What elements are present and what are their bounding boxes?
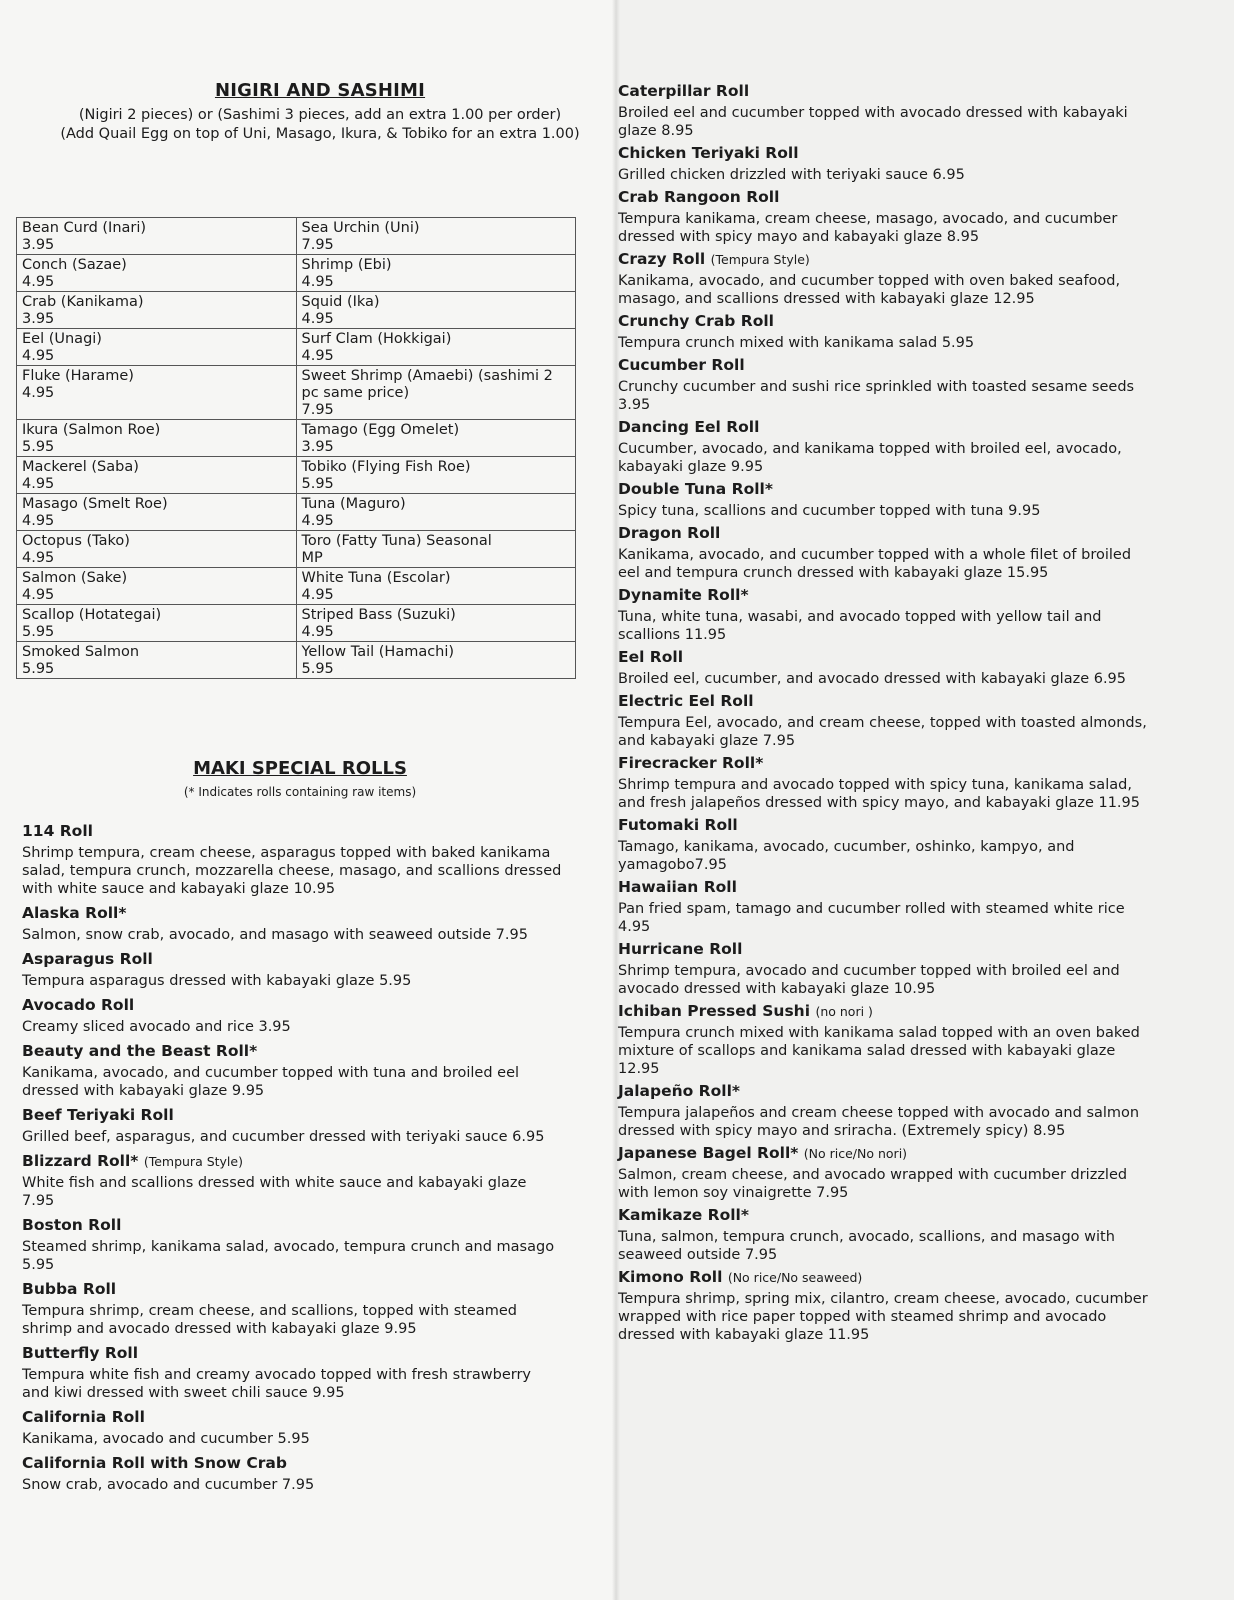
nigiri-table-row	[17, 457, 576, 494]
menu-item-title	[618, 250, 1153, 269]
nigiri-item-price: 4.95	[22, 587, 55, 603]
menu-item-description: Shrimp tempura and avocado topped with spicy tuna, kanikama salad, and fresh jalapeños dressed with spicy mayo, and kabayaki glaze 11.95	[618, 777, 1140, 811]
menu-item-description: Tempura crunch mixed with kanikama salad 5.95	[618, 335, 975, 351]
menu-item-title	[22, 1106, 562, 1125]
menu-item-title	[22, 1216, 562, 1235]
nigiri-item-name: Tuna (Maguro)	[301, 496, 406, 512]
menu-item-name: Eel Roll	[618, 648, 684, 666]
nigiri-item-price: 4.95	[301, 348, 334, 364]
nigiri-item	[296, 457, 576, 494]
menu-item-name: Japanese Bagel Roll*	[618, 1144, 799, 1162]
menu-item-description: Tuna, white tuna, wasabi, and avocado topped with yellow tail and scallions 11.95	[618, 609, 1102, 643]
nigiri-table-row	[17, 218, 576, 255]
menu-item-name: Hurricane Roll	[618, 940, 743, 958]
menu-item-name: Dynamite Roll*	[618, 586, 749, 604]
menu-item-description: Crunchy cucumber and sushi rice sprinkled with toasted sesame seeds 3.95	[618, 379, 1135, 413]
nigiri-item-name: White Tuna (Escolar)	[301, 570, 451, 586]
menu-item-title	[22, 1344, 562, 1363]
nigiri-table-row	[17, 531, 576, 568]
nigiri-item-name: Smoked Salmon	[22, 644, 140, 660]
nigiri-item	[17, 329, 297, 366]
menu-item-description: Kanikama, avocado, and cucumber topped with a whole filet of broiled eel and tempura crunch dressed with kabayaki glaze 15.95	[618, 547, 1132, 581]
menu-item	[618, 82, 1153, 140]
nigiri-item-name: Crab (Kanikama)	[22, 294, 144, 310]
menu-item-title	[22, 904, 562, 923]
nigiri-item-price: 4.95	[22, 348, 55, 364]
menu-item-description: Snow crab, avocado and cucumber 7.95	[22, 1477, 315, 1493]
menu-item	[618, 312, 1153, 352]
menu-item	[618, 1268, 1153, 1344]
nigiri-item-name: Toro (Fatty Tuna) Seasonal	[301, 533, 492, 549]
menu-item	[618, 878, 1153, 936]
nigiri-item-price: 5.95	[22, 624, 55, 640]
menu-item	[22, 950, 562, 990]
menu-item-description: Tempura jalapeños and cream cheese topped with avocado and salmon dressed with spicy mayo and sriracha. (Extremely spicy) 8.95	[618, 1105, 1140, 1139]
menu-item-title	[22, 822, 562, 841]
menu-item-title	[22, 1454, 562, 1473]
menu-item-description: Shrimp tempura, cream cheese, asparagus topped with baked kanikama salad, tempura crunch, mozzarella cheese, masago, and scallions dressed with white sauce and kabayaki glaze 10.95	[22, 845, 562, 897]
menu-item-title	[618, 418, 1153, 437]
nigiri-item-name: Conch (Sazae)	[22, 257, 127, 273]
menu-item	[618, 1002, 1153, 1078]
nigiri-item-price: 5.95	[301, 476, 334, 492]
menu-item	[618, 1206, 1153, 1264]
nigiri-item	[17, 218, 297, 255]
menu-item-name: Futomaki Roll	[618, 816, 738, 834]
menu-item-description: Creamy sliced avocado and rice 3.95	[22, 1019, 291, 1035]
nigiri-section-note	[40, 106, 600, 143]
menu-item-description: Cucumber, avocado, and kanikama topped with broiled eel, avocado, kabayaki glaze 9.95	[618, 441, 1122, 475]
menu-item	[618, 188, 1153, 246]
menu-item-title	[618, 356, 1153, 375]
nigiri-item-name: Sweet Shrimp (Amaebi) (sashimi 2 pc same price)	[301, 368, 553, 401]
nigiri-item-name: Bean Curd (Inari)	[22, 220, 147, 236]
menu-item-title	[618, 692, 1153, 711]
menu-item-name: California Roll	[22, 1408, 145, 1426]
nigiri-item	[17, 494, 297, 531]
nigiri-item-price: 4.95	[22, 513, 55, 529]
menu-item-name: Electric Eel Roll	[618, 692, 754, 710]
nigiri-item-price: 7.95	[301, 402, 334, 418]
menu-item-description: Broiled eel, cucumber, and avocado dressed with kabayaki glaze 6.95	[618, 671, 1127, 687]
menu-item-title	[618, 480, 1153, 499]
nigiri-item-price: 3.95	[301, 439, 334, 455]
menu-item-name: Crunchy Crab Roll	[618, 312, 774, 330]
menu-item-title	[618, 648, 1153, 667]
nigiri-item-price: MP	[301, 550, 323, 566]
nigiri-item	[17, 366, 297, 420]
menu-item	[22, 1042, 562, 1100]
menu-item-title	[618, 524, 1153, 543]
menu-item-title	[22, 1408, 562, 1427]
nigiri-item-name: Eel (Unagi)	[22, 331, 102, 347]
menu-item	[22, 822, 562, 898]
nigiri-item-name: Sea Urchin (Uni)	[301, 220, 420, 236]
menu-item-description: Grilled chicken drizzled with teriyaki sauce 6.95	[618, 167, 965, 183]
nigiri-table-row	[17, 642, 576, 679]
menu-item-title	[22, 996, 562, 1015]
menu-item	[22, 1454, 562, 1494]
menu-item-description: Kanikama, avocado, and cucumber topped with oven baked seafood, masago, and scallions dressed with kabayaki glaze 12.95	[618, 273, 1121, 307]
nigiri-item-name: Ikura (Salmon Roe)	[22, 422, 161, 438]
maki-list-left	[22, 822, 562, 1500]
menu-item	[618, 754, 1153, 812]
menu-item-description: Tamago, kanikama, avocado, cucumber, oshinko, kampyo, and yamagobo7.95	[618, 839, 1075, 873]
nigiri-item-name: Octopus (Tako)	[22, 533, 130, 549]
menu-item-name: Caterpillar Roll	[618, 82, 750, 100]
nigiri-item-price: 4.95	[301, 587, 334, 603]
menu-item-name: 114 Roll	[22, 822, 93, 840]
menu-item-name: Chicken Teriyaki Roll	[618, 144, 799, 162]
menu-item-name: Alaska Roll*	[22, 904, 127, 922]
nigiri-item-price: 4.95	[301, 274, 334, 290]
menu-item	[618, 1082, 1153, 1140]
menu-item-description: Steamed shrimp, kanikama salad, avocado, tempura crunch and masago 5.95	[22, 1239, 555, 1273]
menu-item	[22, 1216, 562, 1274]
menu-item-title	[618, 1002, 1153, 1021]
menu-item-note: (Tempura Style)	[710, 252, 810, 267]
nigiri-item	[296, 255, 576, 292]
nigiri-section-title: NIGIRI AND SASHIMI	[214, 80, 426, 101]
menu-item-note: (No rice/No seaweed)	[727, 1270, 863, 1285]
nigiri-item-price: 3.95	[22, 237, 55, 253]
nigiri-item-name: Shrimp (Ebi)	[301, 257, 392, 273]
menu-item	[22, 1280, 562, 1338]
menu-item-name: Double Tuna Roll*	[618, 480, 773, 498]
nigiri-item	[296, 531, 576, 568]
menu-item-name: Firecracker Roll*	[618, 754, 764, 772]
menu-item	[22, 1344, 562, 1402]
nigiri-item-name: Fluke (Harame)	[22, 368, 134, 384]
menu-item-title	[618, 1144, 1153, 1163]
nigiri-item-price: 4.95	[22, 476, 55, 492]
menu-item-description: Tempura kanikama, cream cheese, masago, avocado, and cucumber dressed with spicy mayo and kabayaki glaze 8.95	[618, 211, 1118, 245]
menu-item-description: Salmon, snow crab, avocado, and masago with seaweed outside 7.95	[22, 927, 528, 943]
menu-item	[22, 1152, 562, 1210]
nigiri-item-name: Striped Bass (Suzuki)	[301, 607, 456, 623]
nigiri-price-table	[16, 217, 576, 679]
menu-item-note: (no nori )	[815, 1004, 873, 1019]
nigiri-item-price: 4.95	[22, 274, 55, 290]
nigiri-item-price: 4.95	[22, 385, 55, 401]
menu-item-description: White fish and scallions dressed with white sauce and kabayaki glaze 7.95	[22, 1175, 527, 1209]
menu-item-title	[22, 1280, 562, 1299]
nigiri-item-price: 4.95	[301, 513, 334, 529]
nigiri-item-name: Tobiko (Flying Fish Roe)	[301, 459, 471, 475]
nigiri-item-price: 5.95	[22, 439, 55, 455]
menu-item-name: Cucumber Roll	[618, 356, 745, 374]
menu-item	[618, 692, 1153, 750]
menu-item	[618, 144, 1153, 184]
menu-item-title	[618, 1206, 1153, 1225]
nigiri-item-name: Salmon (Sake)	[22, 570, 128, 586]
menu-item-title	[22, 1152, 562, 1171]
menu-item	[618, 418, 1153, 476]
menu-item-name: Kamikaze Roll*	[618, 1206, 749, 1224]
menu-item-title	[618, 1268, 1153, 1287]
menu-item-description: Grilled beef, asparagus, and cucumber dressed with teriyaki sauce 6.95	[22, 1129, 545, 1145]
menu-item-description: Tempura Eel, avocado, and cream cheese, topped with toasted almonds, and kabayaki glaze 7.95	[618, 715, 1147, 749]
nigiri-note-line: (Add Quail Egg on top of Uni, Masago, Ikura, & Tobiko for an extra 1.00)	[60, 125, 580, 142]
nigiri-table-row	[17, 568, 576, 605]
nigiri-item	[296, 420, 576, 457]
menu-item-name: Crazy Roll	[618, 250, 706, 268]
menu-item-description: Tempura white fish and creamy avocado topped with fresh strawberry and kiwi dressed with sweet chili sauce 9.95	[22, 1367, 531, 1401]
menu-item-name: Asparagus Roll	[22, 950, 153, 968]
menu-item	[618, 648, 1153, 688]
nigiri-table-row	[17, 366, 576, 420]
nigiri-item-name: Masago (Smelt Roe)	[22, 496, 168, 512]
nigiri-item	[17, 605, 297, 642]
nigiri-table-row	[17, 494, 576, 531]
menu-item-description: Broiled eel and cucumber topped with avocado dressed with kabayaki glaze 8.95	[618, 105, 1128, 139]
menu-item-name: Avocado Roll	[22, 996, 135, 1014]
menu-item-description: Tempura crunch mixed with kanikama salad topped with an oven baked mixture of scallops and kanikama salad dressed with kabayaki glaze 12.95	[618, 1025, 1140, 1077]
menu-item	[618, 1144, 1153, 1202]
menu-item-name: Hawaiian Roll	[618, 878, 737, 896]
menu-item-title	[618, 144, 1153, 163]
nigiri-item-price: 4.95	[301, 624, 334, 640]
nigiri-item-name: Squid (Ika)	[301, 294, 380, 310]
menu-item-description: Kanikama, avocado and cucumber 5.95	[22, 1431, 310, 1447]
menu-item-note: (Tempura Style)	[143, 1154, 243, 1169]
nigiri-note-line: (Nigiri 2 pieces) or (Sashimi 3 pieces, add an extra 1.00 per order)	[78, 107, 562, 123]
nigiri-table-row	[17, 255, 576, 292]
menu-item-title	[618, 586, 1153, 605]
menu-item-description: Pan fried spam, tamago and cucumber rolled with steamed white rice 4.95	[618, 901, 1125, 935]
menu-item-name: Dragon Roll	[618, 524, 721, 542]
nigiri-item	[296, 605, 576, 642]
menu-item	[22, 904, 562, 944]
nigiri-item	[17, 531, 297, 568]
nigiri-item	[17, 568, 297, 605]
menu-item	[618, 480, 1153, 520]
menu-item-name: Butterfly Roll	[22, 1344, 139, 1362]
menu-item-name: Bubba Roll	[22, 1280, 117, 1298]
menu-item-name: California Roll with Snow Crab	[22, 1454, 287, 1472]
menu-item-title	[618, 878, 1153, 897]
nigiri-item-name: Surf Clam (Hokkigai)	[301, 331, 452, 347]
menu-item-name: Beef Teriyaki Roll	[22, 1106, 174, 1124]
maki-section-title: MAKI SPECIAL ROLLS	[193, 758, 407, 779]
menu-item-description: Shrimp tempura, avocado and cucumber topped with broiled eel and avocado dressed with kabayaki glaze 10.95	[618, 963, 1120, 997]
nigiri-item-name: Tamago (Egg Omelet)	[301, 422, 460, 438]
nigiri-item	[296, 329, 576, 366]
nigiri-item	[296, 218, 576, 255]
menu-item-name: Boston Roll	[22, 1216, 122, 1234]
nigiri-item-name: Scallop (Hotategai)	[22, 607, 162, 623]
menu-item	[22, 996, 562, 1036]
nigiri-item-price: 4.95	[301, 311, 334, 327]
menu-item	[22, 1408, 562, 1448]
menu-item-title	[618, 816, 1153, 835]
nigiri-item-price: 4.95	[22, 550, 55, 566]
nigiri-item	[17, 255, 297, 292]
menu-item-title	[618, 754, 1153, 773]
menu-item-title	[618, 1082, 1153, 1101]
nigiri-table-row	[17, 605, 576, 642]
menu-item-description: Tempura shrimp, cream cheese, and scallions, topped with steamed shrimp and avocado dressed with kabayaki glaze 9.95	[22, 1303, 518, 1337]
menu-item-description: Tempura asparagus dressed with kabayaki glaze 5.95	[22, 973, 412, 989]
maki-section-note: (* Indicates rolls containing raw items)	[183, 785, 417, 799]
nigiri-item	[296, 494, 576, 531]
menu-item-description: Tuna, salmon, tempura crunch, avocado, scallions, and masago with seaweed outside 7.95	[618, 1229, 1115, 1263]
nigiri-item	[17, 642, 297, 679]
nigiri-item	[296, 366, 576, 420]
nigiri-table-row	[17, 420, 576, 457]
menu-item-title	[618, 312, 1153, 331]
menu-item-description: Spicy tuna, scallions and cucumber topped with tuna 9.95	[618, 503, 1041, 519]
menu-item	[618, 524, 1153, 582]
menu-item-name: Beauty and the Beast Roll*	[22, 1042, 258, 1060]
menu-item-name: Blizzard Roll*	[22, 1152, 139, 1170]
nigiri-table-row	[17, 329, 576, 366]
nigiri-table-row	[17, 292, 576, 329]
nigiri-item-price: 7.95	[301, 237, 334, 253]
menu-item-name: Crab Rangoon Roll	[618, 188, 780, 206]
menu-item-title	[22, 1042, 562, 1061]
nigiri-item-name: Mackerel (Saba)	[22, 459, 139, 475]
nigiri-item	[296, 292, 576, 329]
menu-item-description: Kanikama, avocado, and cucumber topped with tuna and broiled eel dressed with kabayaki glaze 9.95	[22, 1065, 520, 1099]
menu-item-title	[618, 188, 1153, 207]
menu-item-name: Ichiban Pressed Sushi	[618, 1002, 811, 1020]
menu-item-title	[618, 940, 1153, 959]
menu-item	[618, 356, 1153, 414]
nigiri-item	[296, 568, 576, 605]
menu-item-name: Jalapeño Roll*	[618, 1082, 741, 1100]
nigiri-item	[296, 642, 576, 679]
nigiri-item	[17, 457, 297, 494]
nigiri-item	[17, 292, 297, 329]
menu-item	[618, 250, 1153, 308]
menu-item-description: Tempura shrimp, spring mix, cilantro, cream cheese, avocado, cucumber wrapped with rice paper topped with steamed shrimp and avocado dressed with kabayaki glaze 11.95	[618, 1291, 1148, 1343]
menu-item-title	[618, 82, 1153, 101]
nigiri-item-price: 3.95	[22, 311, 55, 327]
menu-item-description: Salmon, cream cheese, and avocado wrapped with cucumber drizzled with lemon soy vinaigrette 7.95	[618, 1167, 1128, 1201]
nigiri-item-price: 5.95	[301, 661, 334, 677]
menu-item-name: Dancing Eel Roll	[618, 418, 760, 436]
menu-item	[618, 816, 1153, 874]
maki-list-right	[618, 82, 1153, 1348]
menu-item	[22, 1106, 562, 1146]
menu-item-name: Kimono Roll	[618, 1268, 723, 1286]
nigiri-item	[17, 420, 297, 457]
menu-item-title	[22, 950, 562, 969]
nigiri-item-price: 5.95	[22, 661, 55, 677]
menu-item	[618, 586, 1153, 644]
menu-item-note: (No rice/No nori)	[803, 1146, 908, 1161]
nigiri-item-name: Yellow Tail (Hamachi)	[301, 644, 455, 660]
menu-item	[618, 940, 1153, 998]
